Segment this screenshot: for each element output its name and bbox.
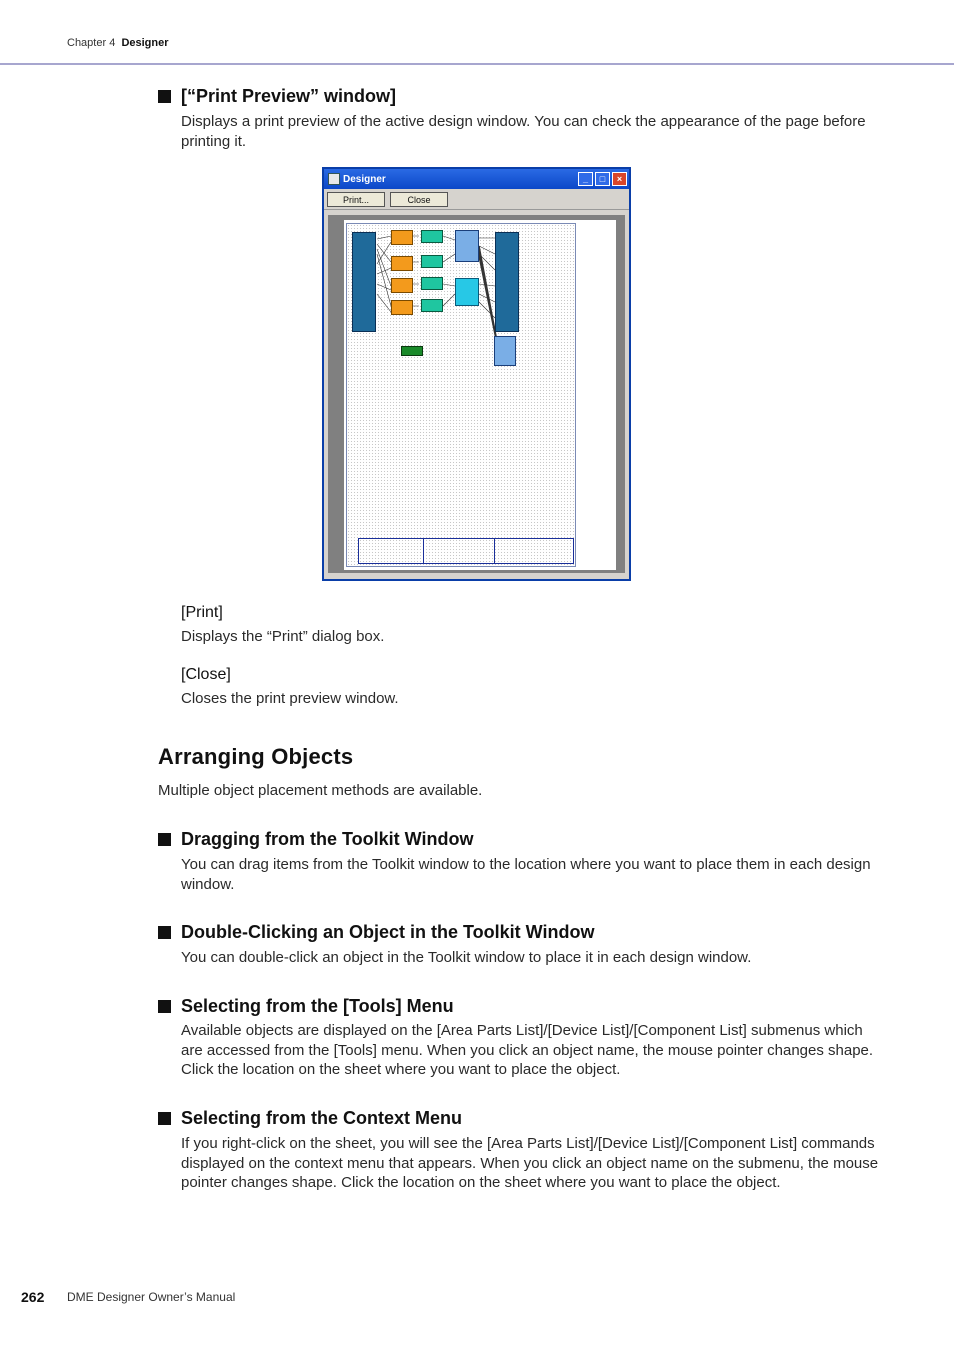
double-click-body: You can double-click an object in the Toolkit window to place it in each design window. (181, 949, 752, 966)
component-orange-4 (391, 300, 413, 315)
square-bullet-icon (158, 833, 171, 846)
close-item-label: [Close] (181, 666, 231, 683)
preview-area (328, 215, 625, 573)
close-icon: × (612, 172, 627, 186)
square-bullet-icon (158, 926, 171, 939)
maximize-icon: □ (595, 172, 610, 186)
running-header (67, 37, 169, 49)
heading-text: Double-Clicking an Object in the Toolkit Window (181, 922, 595, 942)
component-orange-2 (391, 256, 413, 271)
manual-title: DME Designer Owner’s Manual (67, 1290, 236, 1304)
component-teal-3 (421, 277, 443, 290)
print-preview-window-screenshot (322, 167, 631, 581)
minimize-icon: _ (578, 172, 593, 186)
title-block-cell (424, 539, 495, 563)
chapter-title: Designer (121, 37, 169, 49)
window-title: Designer (343, 173, 386, 185)
print-item-desc: Displays the “Print” dialog box. (181, 628, 385, 645)
window-toolbar (324, 189, 629, 210)
tools-menu-body: Available objects are displayed on the [Area Parts List]/[Device List]/[Component List] submenus which are accessed from the [Tools] menu. When you click an object name, the mouse pointer changes shape. Click the location on the sheet where you want to place the object. (181, 1022, 874, 1078)
component-teal-1 (421, 230, 443, 243)
heading-text: Selecting from the [Tools] Menu (181, 996, 454, 1016)
section-title: Arranging Objects (158, 744, 354, 769)
header-divider (0, 63, 954, 65)
context-menu-body: If you right-click on the sheet, you will see the [Area Parts List]/[Device List]/[Component List] commands displayed on the context menu that appears. When you click an object name on the submenu, the mouse pointer changes shape. Click the location on the sheet where you want to place the object. (181, 1135, 879, 1191)
heading-text: Dragging from the Toolkit Window (181, 829, 474, 849)
context-menu-heading (158, 1108, 462, 1129)
device-blue-block-2 (494, 336, 516, 366)
wiring-diagram (347, 224, 575, 566)
page-number: 262 (21, 1289, 45, 1305)
double-click-heading (158, 922, 595, 943)
square-bullet-icon (158, 1112, 171, 1125)
print-item-label: [Print] (181, 604, 223, 621)
design-sheet (346, 223, 576, 567)
square-bullet-icon (158, 1000, 171, 1013)
dragging-heading (158, 829, 473, 850)
window-titlebar (324, 169, 629, 189)
title-block-cell (495, 539, 573, 563)
print-preview-heading (158, 86, 396, 107)
square-bullet-icon (158, 90, 171, 103)
component-orange-1 (391, 230, 413, 245)
title-block (358, 538, 574, 564)
heading-text: Selecting from the Context Menu (181, 1108, 463, 1128)
device-blue-block (455, 230, 479, 262)
print-preview-body: Displays a print preview of the active design window. You can check the appearance of the page before printing it. (181, 113, 866, 150)
component-teal-2 (421, 255, 443, 268)
close-button: Close (390, 192, 448, 207)
dragging-body: You can drag items from the Toolkit window to the location where you want to place them in each design window. (181, 856, 871, 893)
output-device-block (495, 232, 519, 332)
title-block-cell (359, 539, 424, 563)
app-icon (328, 173, 340, 185)
control-green-block (401, 346, 423, 356)
heading-text: [“Print Preview” window] (181, 86, 397, 106)
component-teal-4 (421, 299, 443, 312)
input-device-block (352, 232, 376, 332)
close-item-desc: Closes the print preview window. (181, 690, 399, 707)
chapter-number: Chapter 4 (67, 37, 116, 49)
tools-menu-heading (158, 996, 454, 1017)
print-button: Print... (327, 192, 385, 207)
preview-page (344, 220, 616, 570)
section-intro: Multiple object placement methods are available. (158, 782, 483, 799)
device-cyan-block (455, 278, 479, 306)
component-orange-3 (391, 278, 413, 293)
